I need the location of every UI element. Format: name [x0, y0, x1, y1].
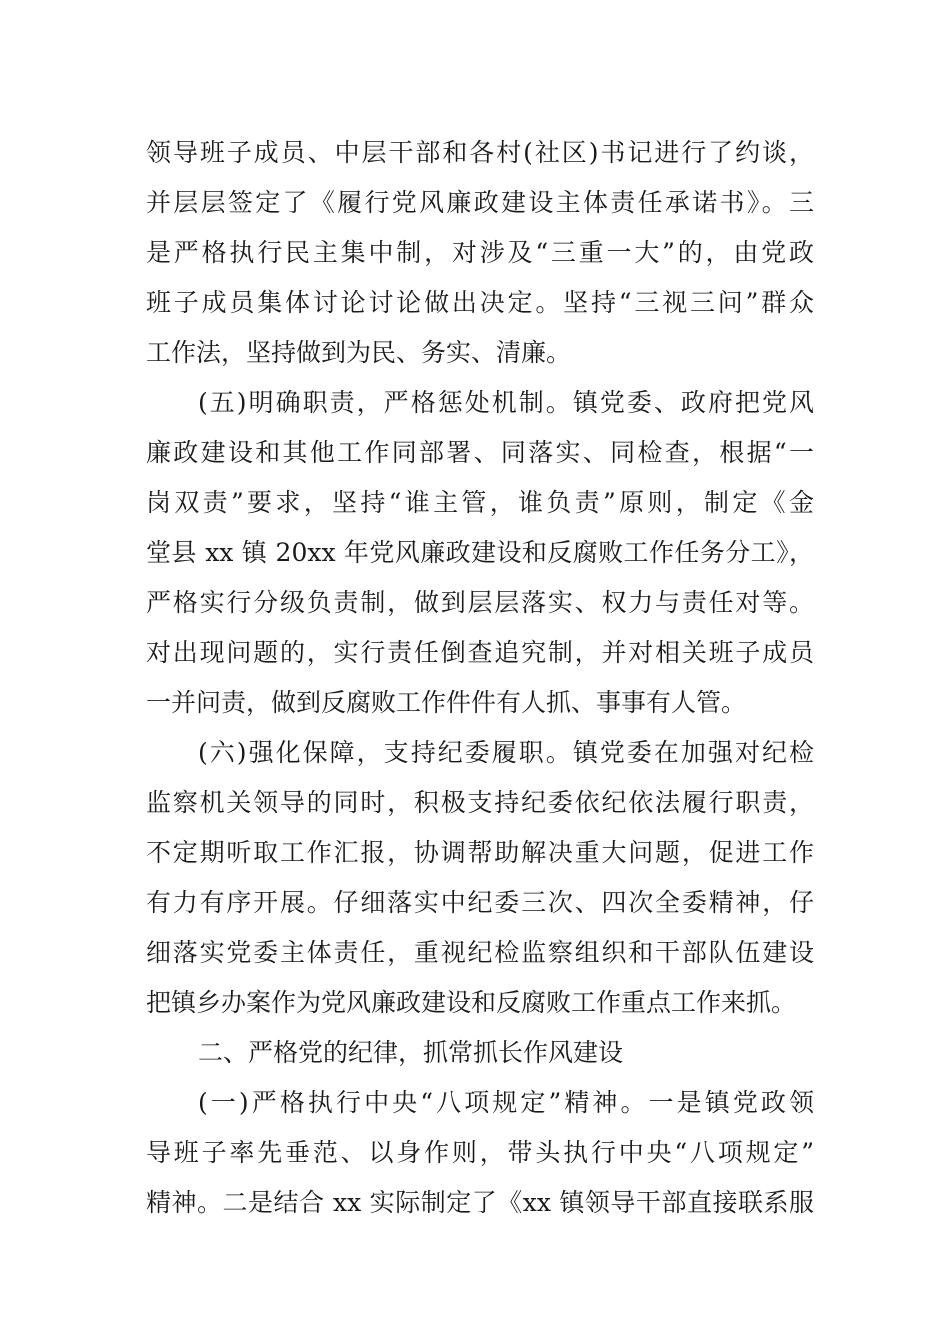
text-line: 岗双责”要求，坚持“谁主管，谁负责”原则，制定《金: [146, 488, 814, 517]
text-line: 精神。二是结合 xx 实际制定了《xx 镇领导干部直接联系服: [146, 1188, 814, 1217]
text-line: 对出现问题的，实行责任倒查追究制，并对相关班子成员: [146, 638, 814, 667]
text-line: 领导班子成员、中层干部和各村(社区)书记进行了约谈，: [146, 138, 814, 167]
text-line: 细落实党委主体责任，重视纪检监察组织和干部队伍建设: [146, 938, 814, 967]
text-line: 工作法，坚持做到为民、务实、清廉。: [146, 338, 572, 367]
text-line: 导班子率先垂范、以身作则，带头执行中央“八项规定”: [146, 1138, 814, 1167]
text-line: 把镇乡办案作为党风廉政建设和反腐败工作重点工作来抓。: [146, 988, 797, 1017]
text-line: 一并问责，做到反腐败工作件件有人抓、事事有人管。: [146, 688, 747, 717]
text-line: 是严格执行民主集中制，对涉及“三重一大”的，由党政: [146, 238, 814, 267]
paragraph-start-line: (一)严格执行中央“八项规定”精神。一是镇党政领: [198, 1088, 814, 1117]
text-line: 监察机关领导的同时，积极支持纪委依纪依法履行职责，: [146, 788, 814, 817]
paragraph-start-line: (六)强化保障，支持纪委履职。镇党委在加强对纪检: [198, 738, 814, 767]
paragraph-start-line: (五)明确职责，严格惩处机制。镇党委、政府把党风: [198, 388, 814, 417]
section-heading: 二、严格党的纪律，抓常抓长作风建设: [198, 1038, 624, 1067]
text-line: 并层层签定了《履行党风廉政建设主体责任承诺书》。三: [146, 188, 814, 217]
text-line: 廉政建设和其他工作同部署、同落实、同检查，根据“一: [146, 438, 814, 467]
body-text: [146, 128, 814, 1228]
text-line: 堂县 xx 镇 20xx 年党风廉政建设和反腐败工作任务分工》，: [146, 538, 814, 567]
text-line: 班子成员集体讨论讨论做出决定。坚持“三视三问”群众: [146, 288, 814, 317]
text-line: 严格实行分级负责制，做到层层落实、权力与责任对等。: [146, 588, 814, 617]
text-line: 有力有序开展。仔细落实中纪委三次、四次全委精神，仔: [146, 888, 814, 917]
text-line: 不定期听取工作汇报，协调帮助解决重大问题，促进工作: [146, 838, 814, 867]
